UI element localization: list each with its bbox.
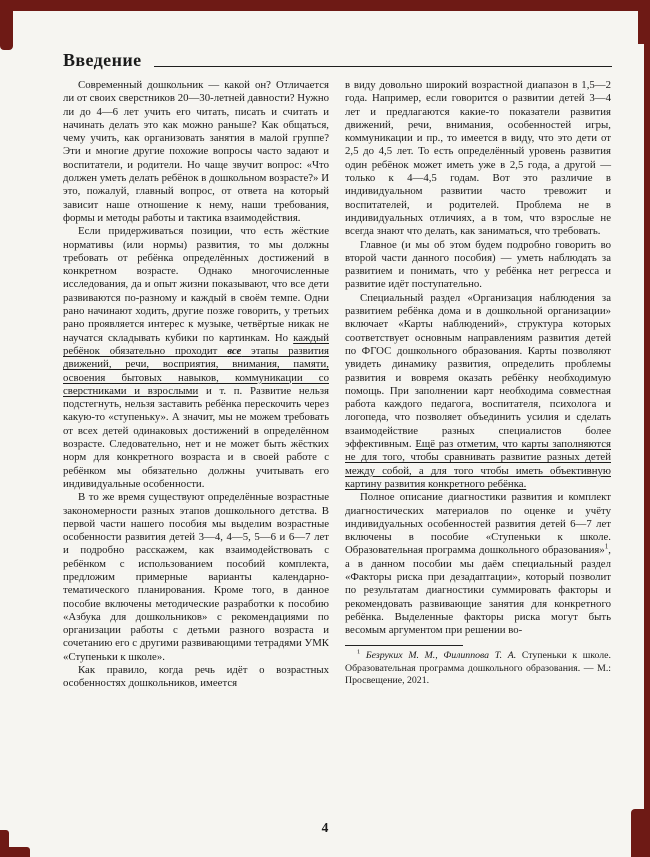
text-run: Как правило, когда речь идёт о возрастных особенностях дошкольников, имеется [63,664,329,690]
paragraph [345,292,611,491]
footnote-marker: 1 [604,542,609,551]
text-columns [63,79,612,691]
text-run: Если придерживаться позиции, что есть жёсткие нормативы (или нормы) развития, то мы должны требовать от ребёнка определённых достижений в конкретном возрасте. Однако многочисленные исследования, да и опыт жизни показывают, что все дети развиваются по-разному и каждый в своём темпе. Одни рано начинают ходить, другие позже говорить, у третьих рано проявляется интерес к музыке, четвёртые никак не научатся складывать кубики по картинкам. Но [63,225,329,344]
scan-edge-top [0,0,650,11]
left-column [63,79,329,691]
text-run: Специальный раздел «Организация наблюдения за развитием ребёнка дома и в дошкольной организации» включает «Карты наблюдений», структура которых соответствует основным направлениям развития детей по ФГОС дошкольного образования. Карты позволяют увидеть динамику развития, определить проблемы развития и вовремя оказать ребёнку необходимую помощь. При заполнении карт необходима совместная работа каждого педагога, воспитателя, психолога и логопеда, что позволяет объединить усилия и сделать взаимодействие разных специалистов более эффективным. [345,291,611,451]
text-run: Ступеньки к школе. Образовательная программа дошкольного образования. — М.: Просвещение, 2021. [345,650,611,687]
page-title: Введение [63,50,142,70]
text-run: все [227,344,242,357]
text-run: Современный дошкольник — какой он? Отличается ли от своих сверстников 20—30-летней давности? Нужно ли до 4—6 лет учить его читать, писать и считать и начинать делать это как можно раньше? Как общаться, чему учить, как организовать занятия в малой группе? Эти и многие другие похожие вопросы часто задают и воспитатели, и родители. Но чаще звучит вопрос: «Что должен уметь делать ребёнок в дошкольном возрасте?» И это, пожалуй, главный вопрос, от ответа на который зависит наше отношение к нему, наши требования, формы и методы работы и тактика взаимодействия. [63,79,329,224]
text-run: В то же время существуют определённые возрастные закономерности разных этапов дошкольного детства. В первой части нашего пособия мы выделим возрастные особенности развития детей 3—4, 4—5, 5—6 и 6—7 лет и подробно расскажем, как взаимодействовать с ребёнком с использованием пособий комплекта, предложим примерные варианты календарно-тематического планирования. Кроме того, в данное пособие включены методические разработки к пособию «Азбука для дошкольников» с рекомендациями по организации работы с детьми разного возраста и сочетанию его с другими развивающими тетрадями УМК «Ступеньки к школе». [63,491,329,663]
text-run: Главное (и мы об этом будем подробно говорить во второй части данного пособия) — уметь наблюдать за развитием и понимать, что у ребёнка нет регресса и развитие идёт поступательно. [345,238,611,291]
paragraph [345,79,611,239]
right-column [345,79,611,691]
scan-edge-right [644,0,650,857]
chapter-heading [63,50,612,70]
paragraph [63,225,329,491]
text-run: каждый ребёнок обязательно проходит [63,331,329,357]
footnote-marker: 1 [357,649,361,657]
title-rule [154,66,612,67]
text-run: Безруких М. М., Филиппова Т. А. [360,650,517,662]
page-number: 4 [321,820,329,835]
footnote-rule [345,645,463,646]
paragraph [63,79,329,225]
text-run: Полное описание диагностики развития и комплект диагностических материалов по оценке и учёту индивидуальных особенностей развития детей 6—7 лет включены в пособие «Ступеньки к школе. Образовательная программа дошкольного образования» [345,491,611,557]
page-content [63,50,612,691]
text-run: и т. п. Развитие нельзя подстегнуть, нельзя заставить ребёнка перескочить через какую-то «ступеньку». А значит, мы не можем требовать от всех детей одинаковых достижений в определённом возрасте. Следовательно, нет и не может быть жёстких норм для конкретного возраста и в своей работе с ребёнком мы обязательно должны учитывать его индивидуальные особенности. [63,384,330,490]
paragraph [345,491,611,637]
scan-edge-top-left [0,0,13,50]
paragraph [63,664,329,691]
footnote [345,650,611,687]
text-run: в виду довольно широкий возрастной диапазон в 1,5—2 года. Например, если говорится о развитии детей 3—4 лет и предлагаются какие-то показатели развития движений, речи, внимания, особенностей игры, коммуникации и пр., то имеется в виду, что это дети от 2,5 до 4,5 лет. То есть определённый уровень развития один ребёнок может иметь уже в 2,5 года, а другой — только к 4—4,5 годам. Вот это различие в индивидуальном развитии часто тревожит и воспитателей, и родителей. Проблема не в индивидуальных отличиях, а в том, что взрослые не всегда знают что делать, как заниматься, что требовать. [345,79,611,238]
text-run: этапы развития движений, речи, восприятия, внимания, памяти, освоения бытовых навыков, коммуникации со сверстниками и взрослыми [63,344,329,397]
text-run: , а в данном пособии мы даём специальный раздел «Факторы риска при дезадаптации», который позволит по результатам диагностики суммировать факторы и рекомендовать развивающие занятия для конкретного ребёнка. Выделенные факторы риска могут быть весомым аргументом при решении во- [345,544,611,637]
text-run: Ещё раз отметим, что карты заполняются не для того, чтобы сравнивать развитие разных детей между собой, а для того чтобы иметь объективную картину развития конкретного ребёнка. [345,438,611,490]
paragraph [63,491,329,664]
paragraph [345,239,611,292]
